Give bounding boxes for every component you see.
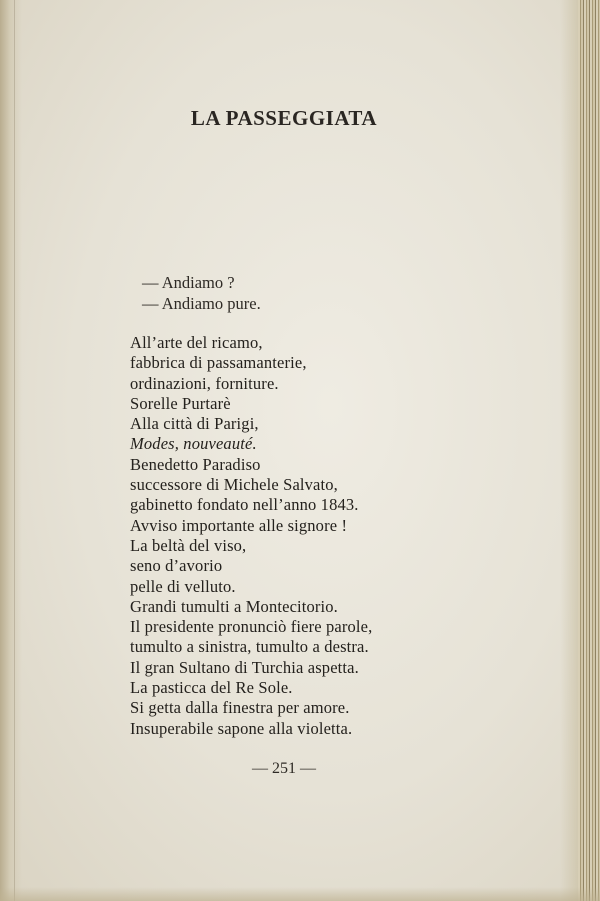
poem-line: All’arte del ricamo, [130, 333, 263, 352]
poem-line: Il gran Sultano di Turchia aspetta. [130, 657, 359, 677]
poem-line: fabbrica di passamanterie, [130, 353, 307, 373]
poem-line: Il presidente pronunciò fiere parole, [130, 617, 373, 637]
poem-line: La pasticca del Re Sole. [130, 678, 293, 698]
poem-line: successore di Michele Salvato, [130, 475, 338, 495]
poem-line: tumulto a sinistra, tumulto a destra. [130, 637, 369, 657]
poem-line: Avviso importante alle signore ! [130, 515, 348, 535]
poem-title: LA PASSEGGIATA [190, 106, 378, 130]
poem-line: Grandi tumulti a Montecitorio. [130, 596, 338, 616]
poem-line: seno d’avorio [130, 556, 223, 576]
poem-line: Insuperabile sapone alla violetta. [130, 718, 353, 738]
opening-dialogue [142, 272, 261, 314]
poem-line: Alla città di Parigi, [130, 414, 259, 434]
poem-line: Modes, nouveauté. [130, 434, 257, 454]
poem-line: Benedetto Paradiso [130, 454, 261, 474]
poem-line: ordinazioni, forniture. [130, 373, 279, 393]
poem-line: La beltà del viso, [130, 535, 247, 555]
poem-body [130, 333, 372, 739]
poem-line: Si getta dalla finestra per amore. [130, 698, 350, 718]
dialogue-line: — Andiamo ? [142, 273, 235, 292]
poem-line: Sorelle Purtarè [130, 393, 231, 413]
page-number: — 251 — [252, 760, 316, 777]
stacked-page-edges [578, 0, 600, 901]
poem-line: pelle di velluto. [130, 576, 236, 596]
bottom-edge-shadow [0, 887, 600, 901]
poem-line: gabinetto fondato nell’anno 1843. [130, 495, 359, 515]
dialogue-line: — Andiamo pure. [142, 294, 261, 313]
